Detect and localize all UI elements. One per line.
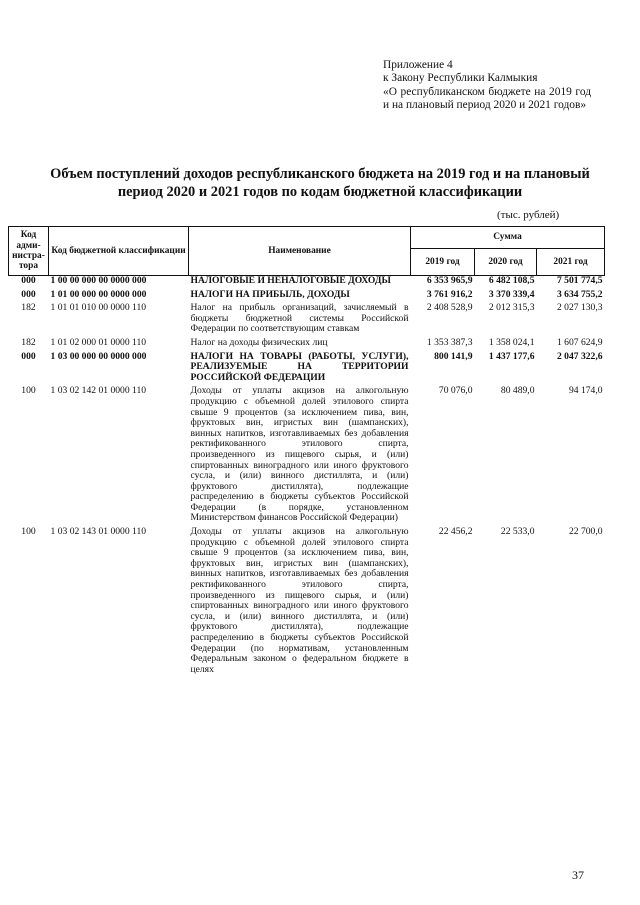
- header-year-2020: 2020 год: [475, 249, 537, 276]
- table-row: [9, 290, 605, 304]
- row-admin-code: 100: [21, 526, 36, 538]
- row-admin-code: 182: [21, 336, 36, 348]
- row-amount-2021: 2 027 130,3: [556, 302, 603, 314]
- row-budget-code: 1 01 00 000 00 0000 000: [50, 288, 147, 300]
- row-budget-code: 1 01 01 010 00 0000 110: [50, 302, 147, 314]
- header-name: Наименование: [189, 227, 411, 276]
- table-row: [9, 352, 605, 387]
- header-budget-code: Код бюджетной классификации: [49, 227, 189, 276]
- table-row: [9, 276, 605, 290]
- row-amount-2020: 6 482 108,5: [488, 275, 535, 286]
- header-year-2019: 2019 год: [411, 249, 475, 276]
- row-amount-2021: 1 607 624,9: [556, 336, 603, 348]
- table-row: [9, 303, 605, 338]
- row-amount-2019: 70 076,0: [438, 385, 473, 397]
- header-year-2021: 2021 год: [537, 249, 605, 276]
- row-amount-2021: 2 047 322,6: [556, 350, 603, 362]
- row-budget-code: 1 01 02 000 01 0000 110: [50, 336, 147, 348]
- row-amount-2019: 6 353 965,9: [426, 275, 473, 286]
- row-amount-2020: 1 358 024,1: [488, 336, 535, 348]
- row-amount-2019: 22 456,2: [438, 526, 473, 538]
- page-number: 37: [572, 868, 584, 882]
- row-name: Доходы от уплаты акцизов на алкогольную продукцию с объемной долей этилового спирта свыше 9 процентов (за исключением пива, вин, фруктовых вин, игристых вин (шампанских), винных напитков, изготавливаемых без добавления ректификованного этилового спирта, произведенного из пищевого сырья, и (или) спиртованных виноградного или иного фруктового сусла, и (или) винного дистиллята, и (или) фруктового дистиллята), подлежащие распределению в бюджеты субъектов Российской Федерации (в порядке, установленном Министерством финансов Российской Федерации): [190, 385, 409, 524]
- row-budget-code: 1 00 00 000 00 0000 000: [50, 275, 147, 286]
- row-name: Налог на прибыль организаций, зачисляемый в бюджеты бюджетной системы Российской Федерации по соответствующим ставкам: [190, 302, 409, 335]
- row-amount-2021: 22 700,0: [568, 526, 603, 538]
- appendix-law-title: «О республиканском бюджете на 2019 год и на плановый период 2020 и 2021 годов»: [383, 85, 591, 112]
- row-budget-code: 1 03 02 142 01 0000 110: [50, 385, 147, 397]
- row-amount-2019: 800 141,9: [434, 350, 473, 362]
- row-amount-2021: 94 174,0: [568, 385, 603, 397]
- row-amount-2020: 80 489,0: [500, 385, 535, 397]
- row-amount-2020: 2 012 315,3: [488, 302, 535, 314]
- row-amount-2020: 22 533,0: [500, 526, 535, 538]
- header-sum: Сумма: [411, 227, 605, 249]
- row-amount-2019: 1 353 387,3: [426, 336, 473, 348]
- row-amount-2021: 7 501 774,5: [556, 275, 603, 286]
- row-budget-code: 1 03 02 143 01 0000 110: [50, 526, 147, 538]
- appendix-note: [383, 59, 591, 113]
- row-amount-2019: 2 408 528,9: [426, 302, 473, 314]
- row-amount-2020: 1 437 177,6: [488, 350, 535, 362]
- row-name: НАЛОГИ НА ТОВАРЫ (РАБОТЫ, УСЛУГИ), РЕАЛИЗУЕМЫЕ НА ТЕРРИТОРИИ РОССИЙСКОЙ ФЕДЕРАЦИИ: [190, 350, 409, 383]
- row-admin-code: 000: [21, 275, 36, 286]
- row-admin-code: 000: [21, 288, 36, 300]
- revenue-table: [8, 226, 605, 678]
- row-admin-code: 182: [21, 302, 36, 314]
- table-row: [9, 338, 605, 352]
- row-amount-2021: 3 634 755,2: [556, 288, 603, 300]
- table-row: [9, 386, 605, 527]
- page-title: Объем поступлений доходов республиканского бюджета на 2019 год и на плановый период 2020 и 2021 годов по кодам бюджетной классификации: [50, 166, 590, 200]
- row-amount-2020: 3 370 339,4: [488, 288, 535, 300]
- table-row: [9, 527, 605, 678]
- row-budget-code: 1 03 00 000 00 0000 000: [50, 350, 147, 362]
- units-label: (тыс. рублей): [497, 209, 560, 221]
- appendix-number: Приложение 4: [383, 59, 453, 71]
- row-amount-2019: 3 761 916,2: [426, 288, 473, 300]
- row-name: Налог на доходы физических лиц: [190, 336, 328, 348]
- header-admin-code: Код адми-нистра-тора: [9, 227, 49, 276]
- row-name: НАЛОГОВЫЕ И НЕНАЛОГОВЫЕ ДОХОДЫ: [190, 275, 391, 286]
- row-admin-code: 000: [21, 350, 36, 362]
- row-admin-code: 100: [21, 385, 36, 397]
- row-name: Доходы от уплаты акцизов на алкогольную продукцию с объемной долей этилового спирта свыше 9 процентов (за исключением пива, вин, фруктовых вин, игристых вин (шампанских), винных напитков, изготавливаемых без добавления ректификованного этилового спирта, произведенного из пищевого сырья, и (или) спиртованных виноградного или иного фруктового сусла, и (или) винного дистиллята, и (или) фруктового дистиллята), подлежащие распределению в бюджеты субъектов Российской Федерации (по нормативам, установленным Федеральным законом о федеральном бюджете в целях: [190, 526, 409, 675]
- appendix-law-reference: к Закону Республики Калмыкия: [383, 72, 538, 85]
- row-name: НАЛОГИ НА ПРИБЫЛЬ, ДОХОДЫ: [190, 288, 350, 300]
